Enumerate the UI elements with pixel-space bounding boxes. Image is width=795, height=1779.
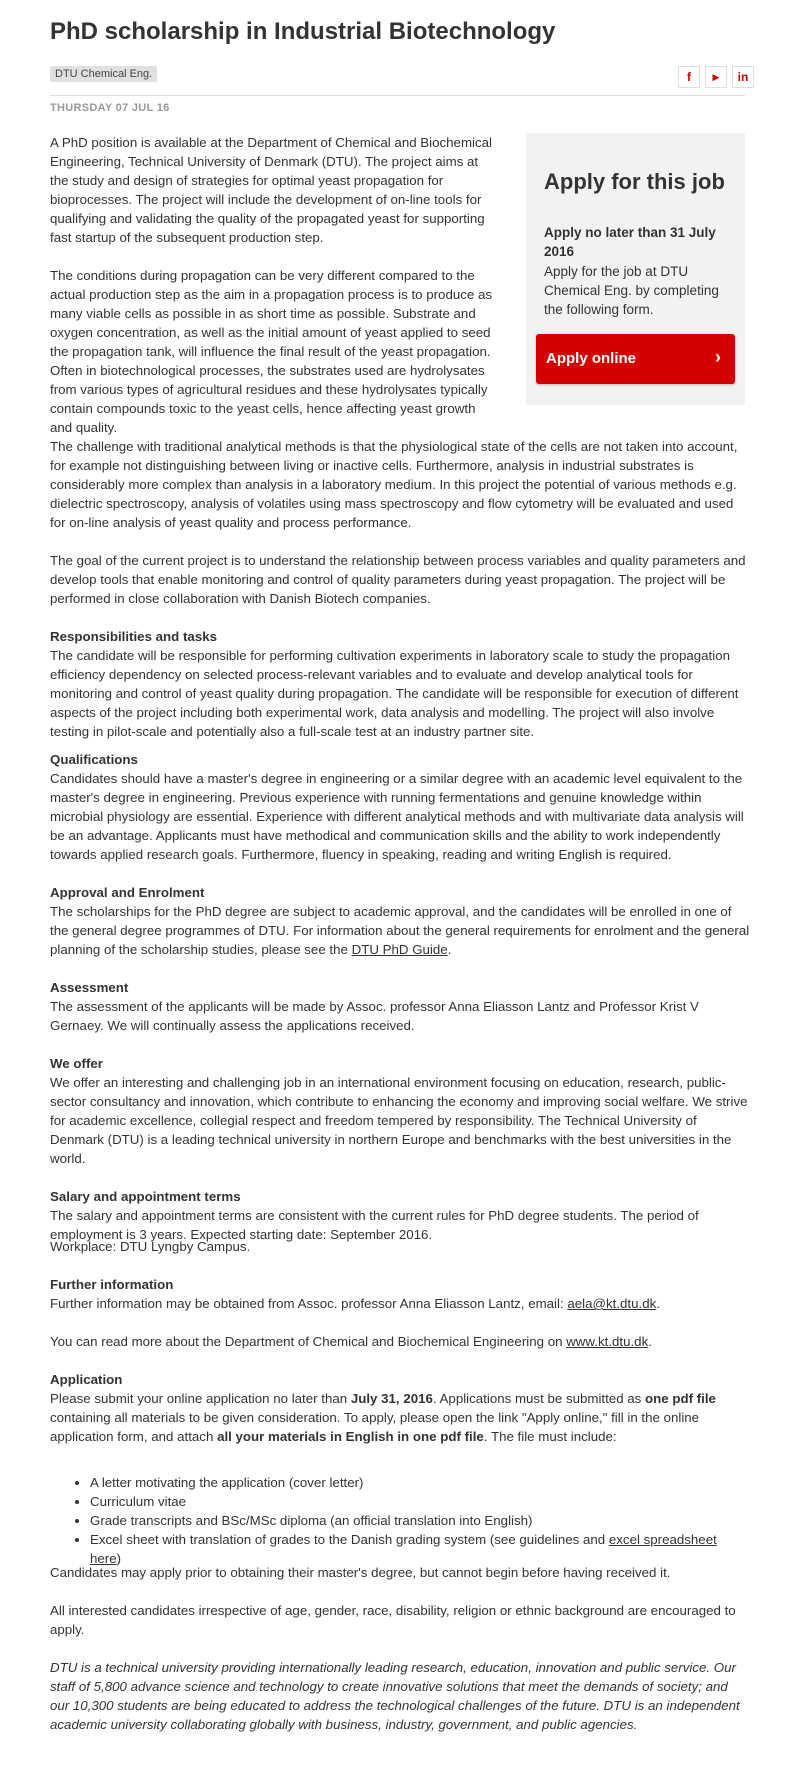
we-offer-heading: We offer <box>50 1056 103 1071</box>
apply-panel <box>526 133 745 405</box>
responsibilities-heading: Responsibilities and tasks <box>50 629 218 644</box>
application-text <box>50 1389 750 1446</box>
intro-paragraph-2: The conditions during propagation can be very different compared to the actual production step as the aim in a propagation process is to produce as many viable cells as possible in as short time as possible. Substrate and oxygen concentration, as well as the initial amount of yeast applied to seed the propagation tank, will influence the final result of the yeast propagation. Often in biotechnological processes, the substrates used are hydrolysates from various types of agricultural residues and these hydrolysates typically contain compounds toxic to the yeast cells, hence affecting yeast growth and quality. <box>50 268 493 435</box>
further-info-end: . <box>656 1296 660 1311</box>
youtube-icon[interactable]: ▶ <box>705 66 727 88</box>
assessment-heading: Assessment <box>50 980 129 995</box>
we-offer-text: We offer an interesting and challenging job in an international environment focusing on education, research, public-sector consultancy and innovation, which contribute to enhancing the economy and improving social welfare. We strive for academic excellence, collegial respect and freedom tempered by responsibility. The Technical University of Denmark (DTU) is a leading technical university in northern Europe and benchmarks with the best universities in the world. <box>50 1075 748 1166</box>
intro-paragraph-4: The goal of the current project is to understand the relationship between process variables and quality parameters and develop tools that enable monitoring and control of quality parameters during yeast propagation. The project will be performed in close collaboration with Danish Biotech companies. <box>50 553 746 606</box>
chevron-right-icon: › <box>715 347 721 367</box>
required-documents-list <box>50 1473 750 1568</box>
apply-online-button[interactable] <box>536 334 735 384</box>
department-tag[interactable]: DTU Chemical Eng. <box>50 66 157 82</box>
application-materials-bold: all your materials in English in one pdf file <box>217 1429 484 1444</box>
application-text-3: containing all materials to be given consideration. To apply, please open the link "Apply online," fill in the online application form, and attach <box>50 1410 700 1444</box>
apply-description: Apply for the job at DTU Chemical Eng. by completing the following form. <box>544 264 719 317</box>
qualifications-text: Candidates should have a master's degree in engineering or a similar degree with an academic level equivalent to the master's degree in engineering. Previous experience with running fermentations and genuine knowledge within microbial physiology are essential. Experience with different analytical methods and with multivariate data analysis will be an advantage. Applicants must have methodical and communication skills and the ability to work independently towards applied research goals. Furthermore, fluency in speaking, reading and writing English is required. <box>50 771 744 862</box>
header-divider <box>50 95 745 96</box>
application-format-bold: one pdf file <box>645 1391 716 1406</box>
dtu-about-text: DTU is a technical university providing internationally leading research, education, innovation and public service. Our staff of 5,800 advance science and technology to create innovative solutions that meet the demands of society; and our 10,300 students are being educated to address the technological challenges of the future. DTU is an independent academic university collaborating globally with business, industry, government, and public agencies. <box>50 1660 740 1732</box>
application-text-2: . Applications must be submitted as <box>432 1391 646 1406</box>
assessment-text: The assessment of the applicants will be made by Assoc. professor Anna Eliasson Lantz and Professor Krist V Gernaey. We will continually assess the applications received. <box>50 999 699 1033</box>
salary-heading: Salary and appointment terms <box>50 1189 241 1204</box>
salary-text: The salary and appointment terms are consistent with the current rules for PhD degree students. The period of employment is 3 years. Expected starting date: September 2016. <box>50 1208 699 1242</box>
candidates-note: Candidates may apply prior to obtaining their master's degree, but cannot begin before having received it. <box>50 1565 671 1580</box>
read-more-body: You can read more about the Department of Chemical and Biochemical Engineering on <box>50 1334 567 1349</box>
qualifications-heading: Qualifications <box>50 752 138 767</box>
further-info-heading: Further information <box>50 1277 174 1292</box>
responsibilities-text: The candidate will be responsible for performing cultivation experiments in laboratory scale to study the propagation efficiency dependency on selected process-relevant variables and to evaluate and develop analytical tools for monitoring and control of yeast quality during propagation. The candidate will be responsible for execution of different aspects of the project including both experimental work, data analysis and modelling. The project will also involve testing in pilot-scale and potentially also a full-scale test at an industry partner site. <box>50 648 739 739</box>
approval-end: . <box>447 942 452 957</box>
department-website-link[interactable]: www.kt.dtu.dk <box>566 1334 649 1349</box>
further-info-body: Further information may be obtained from Assoc. professor Anna Eliasson Lantz, email: <box>50 1296 568 1311</box>
page-title: PhD scholarship in Industrial Biotechnology <box>50 18 556 45</box>
dtu-phd-guide-link[interactable]: DTU PhD Guide <box>351 942 448 957</box>
intro-paragraph-1: A PhD position is available at the Department of Chemical and Biochemical Engineering, Technical University of Denmark (DTU). The project aims at the study and design of strategies for optimal yeast propagation for bioprocesses. The project will include the development of on-line tools for qualifying and validating the quality of the propagated yeast for supporting fast startup of the subsequent production step. <box>50 135 492 245</box>
approval-text <box>50 902 750 959</box>
application-heading: Application <box>50 1372 123 1387</box>
social-share-bar <box>678 66 754 88</box>
read-more-end: . <box>648 1334 652 1349</box>
posting-date: THURSDAY 07 JUL 16 <box>50 102 170 114</box>
further-info-text <box>50 1294 750 1313</box>
application-text-1: Please submit your online application no later than <box>50 1391 351 1406</box>
list-item-text: Excel sheet with translation of grades to the Danish grading system (see guidelines and <box>90 1532 609 1547</box>
excel-spreadsheet-link[interactable]: excel spreadsheet here <box>90 1532 717 1566</box>
email-link[interactable]: aela@kt.dtu.dk <box>567 1296 657 1311</box>
read-more-text <box>50 1332 750 1351</box>
apply-online-label: Apply online <box>546 350 636 367</box>
list-item-end: ) <box>116 1551 122 1566</box>
linkedin-icon[interactable]: in <box>732 66 754 88</box>
facebook-icon[interactable]: f <box>678 66 700 88</box>
application-text-4: . The file must include: <box>483 1429 617 1444</box>
list-item: • A letter motivating the application (cover letter) <box>90 1473 750 1492</box>
apply-panel-title: Apply for this job <box>544 169 725 194</box>
approval-heading: Approval and Enrolment <box>50 885 205 900</box>
list-item: • Curriculum vitae <box>90 1492 750 1511</box>
intro-paragraph-3: The challenge with traditional analytical methods is that the physiological state of the cells are not taken into account, for example not distinguishing between living or inactive cells. Furthermore, analysis in industrial substrates is considerably more complex than analysis in a laboratory medium. In this project the potential of various methods e.g. dielectric spectroscopy, analysis of volatiles using mass spectroscopy and flow cytometry will be evaluated and used for on-line analysis of yeast quality and process performance. <box>50 439 738 530</box>
equal-opportunity-note: All interested candidates irrespective of age, gender, race, disability, religion or ethnic background are encouraged to apply. <box>50 1603 736 1637</box>
workplace-text: Workplace: DTU Lyngby Campus. <box>50 1239 251 1254</box>
application-deadline-bold: July 31, 2016 <box>350 1391 433 1406</box>
approval-body: The scholarships for the PhD degree are subject to academic approval, and the candidates will be enrolled in one of the general degree programmes of DTU. For information about the general requirements for enrolment and the general planning of the scholarship studies, please see the <box>50 904 750 957</box>
apply-deadline: Apply no later than 31 July 2016 <box>544 225 716 259</box>
list-item: • Grade transcripts and BSc/MSc diploma (an official translation into English) <box>90 1511 750 1530</box>
